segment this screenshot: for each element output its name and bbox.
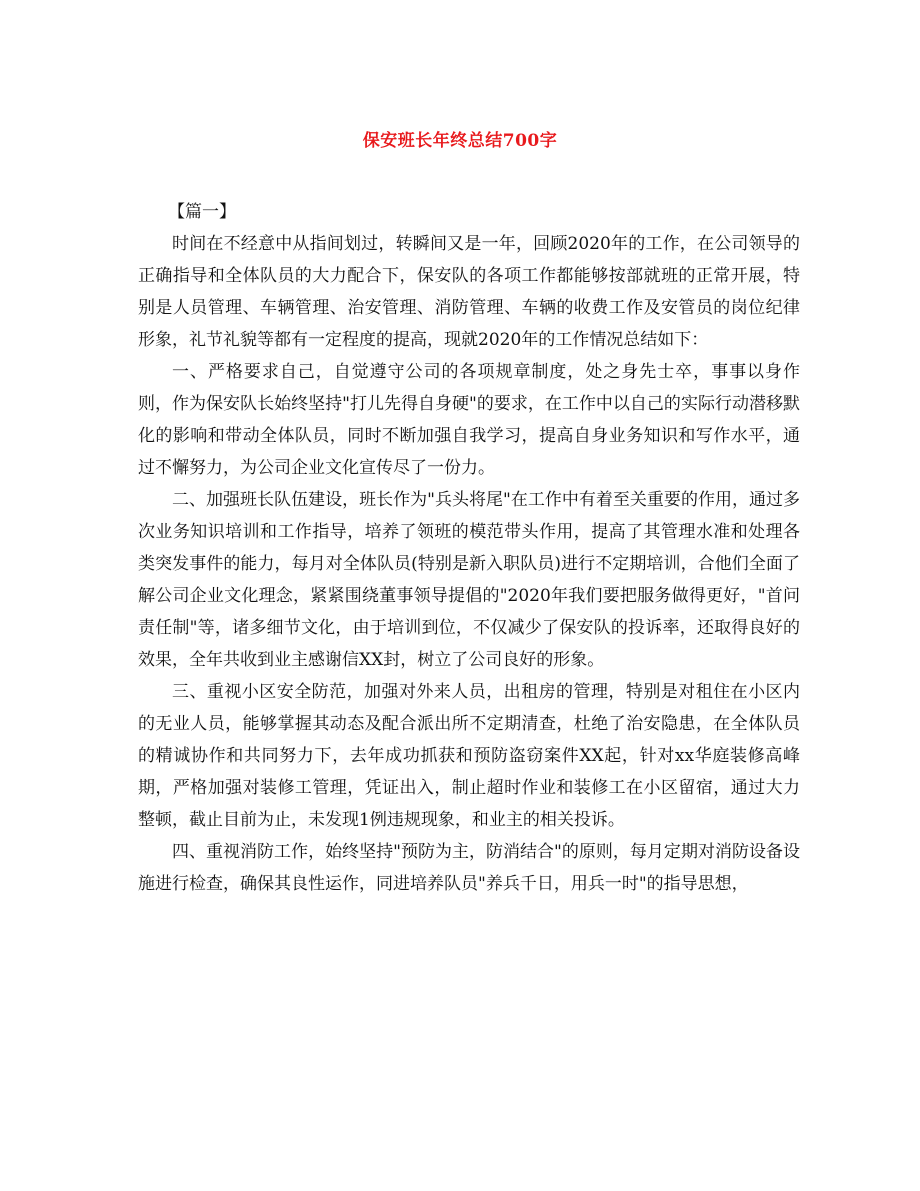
paragraph-point-2: 二、加强班长队伍建设，班长作为"兵头将尾"在工作中有着至关重要的作用，通过多次业务知识培训和工作指导，培养了领班的模范带头作用，提高了其管理水准和处理各类突发事件的能力，每月对全体队员(特别是新入职队员)进行不定期培训，合他们全面了解公司企业文化理念，紧紧围绕董事领导提倡的"2020年我们要把服务做得更好，"首问责任制"等，诸多细节文化，由于培训到位，不仅减少了保安队的投诉率，还取得良好的效果，全年共收到业主感谢信XX封，树立了公司良好的形象。 [138, 490, 800, 670]
document-title: 保安班长年终总结700字 [362, 131, 558, 151]
section-label: 【篇一】 [168, 202, 236, 222]
document-body [138, 196, 800, 900]
paragraph-intro: 时间在不经意中从指间划过，转瞬间又是一年，回顾2020年的工作，在公司领导的正确指导和全体队员的大力配合下，保安队的各项工作都能够按部就班的正常开展，特别是人员管理、车辆管理、治安管理、消防管理、车辆的收费工作及安管员的岗位纪律形象，礼节礼貌等都有一定程度的提高，现就2020年的工作情况总结如下： [138, 234, 800, 350]
paragraph-point-1: 一、严格要求自己，自觉遵守公司的各项规章制度，处之身先士卒，事事以身作则，作为保安队长始终坚持"打儿先得自身硬"的要求，在工作中以自己的实际行动潜移默化的影响和带动全体队员，同时不断加强自我学习，提高自身业务知识和写作水平，通过不懈努力，为公司企业文化宣传尽了一份力。 [138, 362, 800, 478]
paragraph-point-3: 三、重视小区安全防范，加强对外来人员，出租房的管理，特别是对租住在小区内的无业人员，能够掌握其动态及配合派出所不定期清查，杜绝了治安隐患，在全体队员的精诚协作和共同努力下，去年成功抓获和预防盗窃案件XX起，针对xx华庭装修高峰期，严格加强对装修工管理，凭证出入，制止超时作业和装修工在小区留宿，通过大力整顿，截止目前为止，未发现1例违规现象，和业主的相关投诉。 [138, 682, 800, 830]
paragraph-point-4: 四、重视消防工作，始终坚持"预防为主，防消结合"的原则，每月定期对消防设备设施进行检查，确保其良性运作，同进培养队员"养兵千日，用兵一时"的指导思想， [138, 842, 800, 894]
